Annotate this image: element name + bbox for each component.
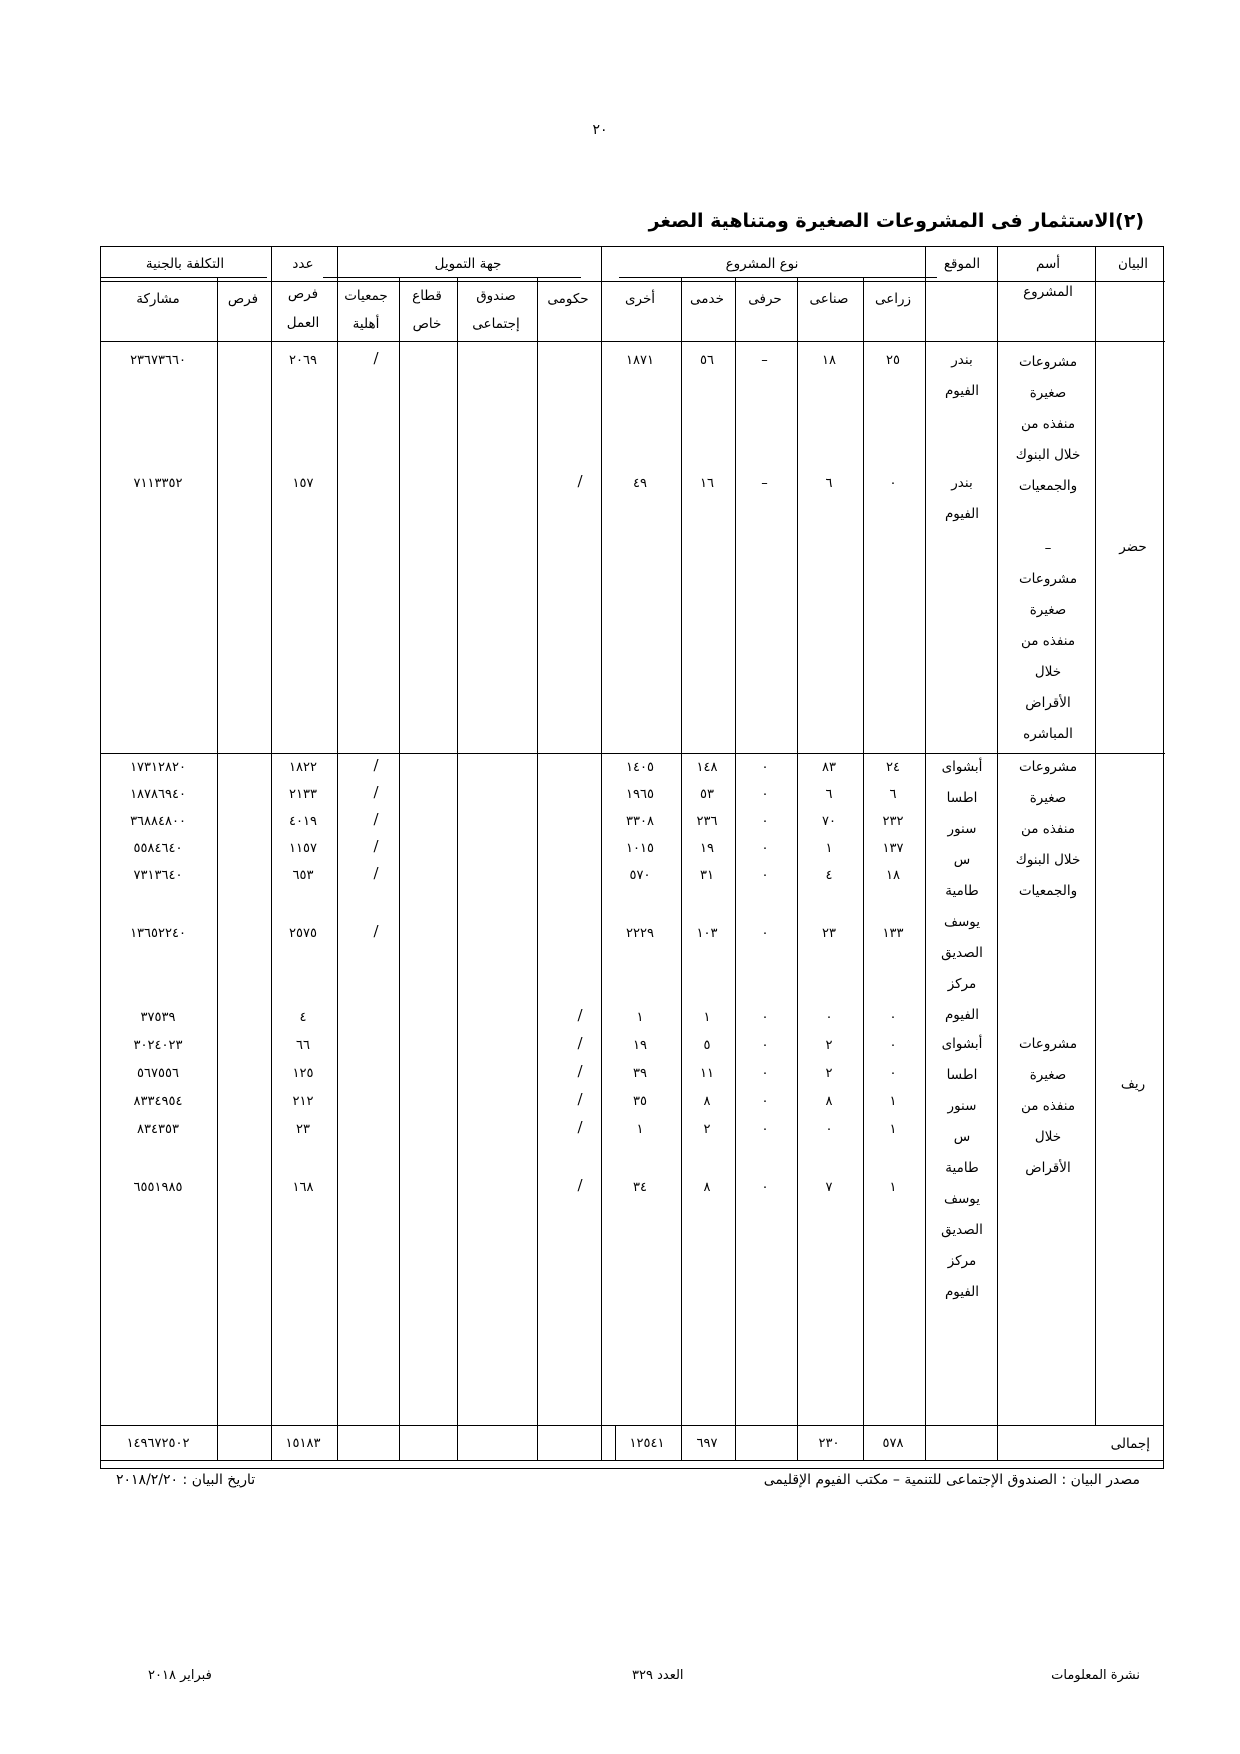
cell-ind: ١٨: [822, 353, 836, 368]
cell-craft: ٠: [761, 1038, 769, 1053]
name-line: والجمعيات: [1018, 478, 1078, 494]
location-line: س: [953, 1129, 971, 1145]
cell-craft: ٠: [761, 841, 769, 856]
cell-agri: ٠: [889, 1010, 897, 1025]
cell-agri: ٠: [889, 1066, 897, 1081]
cell-other: ٣٥: [633, 1094, 647, 1109]
col-line: [399, 1426, 400, 1460]
header-fund-social: صندوق إجتماعى: [472, 288, 520, 332]
cell-share: ١٣٦٥٢٢٤٠: [130, 926, 186, 941]
cell-agri: ١٣٧: [882, 841, 904, 856]
cell-fund-mark: /: [577, 1090, 583, 1108]
cell-fund-mark: /: [577, 1176, 583, 1194]
name-line: [1000, 502, 1096, 533]
location-line: اطسا: [946, 1067, 978, 1083]
name-line: والجمعيات: [1018, 883, 1078, 899]
name-line: منفذه من: [1020, 1098, 1076, 1114]
cell-craft: ٠: [761, 814, 769, 829]
cell-jobs: ١٨٢٢: [289, 760, 317, 775]
cell-other: ١٠١٥: [626, 841, 654, 856]
total-label: إجمالى: [1110, 1436, 1150, 1452]
cell-ind: ٠: [825, 1010, 833, 1025]
cell-fund-mark: /: [373, 783, 379, 801]
cell-jobs: ٦٥٣: [292, 868, 314, 883]
cell-share: ٨٣٤٣٥٣: [137, 1122, 179, 1137]
cell-share: ٢٣٦٧٣٦٦٠: [130, 353, 186, 368]
header-type-ind: صناعى: [809, 291, 849, 307]
cell-share: ٣٦٨٨٤٨٠٠: [130, 814, 186, 829]
location-line: يوسف: [943, 914, 981, 930]
page-title: (٢)الاستثمار فى المشروعات الصغيرة ومتناهية الصغر: [648, 210, 1144, 232]
cell-ind: ٦: [825, 476, 833, 491]
col-line: [217, 277, 218, 1426]
location-line: الصديق: [941, 945, 983, 961]
cell-ind: ٨: [825, 1094, 833, 1109]
col-line: [537, 1426, 538, 1460]
cell-other: ٥٧٠: [629, 868, 651, 883]
cell-jobs: ٦٦: [296, 1038, 310, 1053]
urban-location: بندر: [951, 475, 973, 491]
cell-craft: ٠: [761, 1122, 769, 1137]
name-line: مشروعات: [1018, 1036, 1078, 1052]
cell-agri: ١: [889, 1094, 897, 1109]
header-fund-gov: حكومى: [547, 291, 589, 307]
total-agri: ٥٧٨: [882, 1436, 904, 1451]
header-jobs-3: العمل: [286, 315, 320, 331]
cell-agri: ٢٤: [886, 760, 900, 775]
cell-jobs: ١٢٥: [292, 1066, 314, 1081]
cell-agri: ٠: [889, 1038, 897, 1053]
name-line: مشروعات: [1018, 571, 1078, 587]
header-jobs-2: فرص: [287, 286, 319, 302]
name-line: صغيرة: [1029, 790, 1067, 806]
col-line: [601, 247, 602, 1426]
name-line: منفذه من: [1020, 633, 1076, 649]
cell-other: ١٤٠٥: [626, 760, 654, 775]
cell-agri: ٢٣٢: [882, 814, 904, 829]
location-line: الفيوم: [944, 1284, 980, 1300]
header-bayan: البيان: [1117, 256, 1149, 272]
cell-jobs: ٢٥٧٥: [289, 926, 317, 941]
header-type-group: نوع المشروع: [725, 256, 799, 272]
col-line: [337, 1426, 338, 1460]
location-line: أبشواى: [941, 1036, 983, 1052]
cell-ind: ٧٠: [822, 814, 836, 829]
cell-serv: ١٠٣: [696, 926, 718, 941]
cell-serv: ١٤٨: [696, 760, 718, 775]
location-line: مركز: [947, 1253, 977, 1269]
header-cost-jobs: فرص: [227, 291, 259, 307]
header-fund-ngo: جمعيات أهلية: [344, 288, 388, 332]
cell-fund-mark: /: [577, 1034, 583, 1052]
cell-fund-mark: /: [577, 472, 583, 490]
cell-other: ٣٤: [633, 1180, 647, 1195]
cell-fund-mark: /: [577, 1006, 583, 1024]
name-line: منفذه من: [1020, 821, 1076, 837]
date-note: تاريخ البيان : ٢٠١٨/٢/٢٠: [116, 1472, 256, 1488]
cell-fund-mark: /: [373, 837, 379, 855]
cell-other: ١: [636, 1010, 644, 1025]
cell-craft: ٠: [761, 1010, 769, 1025]
cell-craft: ٠: [761, 1180, 769, 1195]
cell-other: ١٨٧١: [626, 353, 654, 368]
cell-other: ١٩٦٥: [626, 787, 654, 802]
urban-location: الفيوم: [944, 506, 980, 522]
cell-serv: ٢: [703, 1122, 711, 1137]
cell-agri: ١٨: [886, 868, 900, 883]
cell-share: ٦٥٥١٩٨٥: [133, 1180, 183, 1195]
cell-agri: ١٣٣: [882, 926, 904, 941]
name-line: خلال البنوك: [1015, 852, 1081, 868]
footer-month: فبراير ٢٠١٨: [148, 1668, 212, 1683]
header-cost-share: مشاركة: [136, 291, 180, 307]
urban-project-names: [1000, 347, 1096, 750]
col-line: [457, 1426, 458, 1460]
location-line: سنور: [947, 821, 977, 837]
cell-agri: ٠: [889, 476, 897, 491]
cell-serv: ١٩: [700, 841, 714, 856]
location-line: س: [953, 852, 971, 868]
cell-jobs: ٢٣: [296, 1122, 310, 1137]
cell-agri: ١: [889, 1180, 897, 1195]
cell-jobs: ٤: [299, 1010, 307, 1025]
cell-share: ٧١١٣٣٥٢: [133, 476, 183, 491]
rural-locations-1: [926, 752, 998, 1031]
section-urban-label: حضر: [1119, 539, 1147, 555]
rural-group2-names: [1000, 1029, 1096, 1184]
cell-agri: ٢٥: [886, 353, 900, 368]
cell-ind: ٤: [825, 868, 833, 883]
cell-craft: ٠: [761, 1066, 769, 1081]
cell-serv: ٥٦: [700, 353, 714, 368]
header-type-other: أخرى: [624, 291, 656, 307]
cell-fund-mark: /: [373, 810, 379, 828]
cell-jobs: ١١٥٧: [289, 841, 317, 856]
name-line: الأقراض: [1025, 695, 1071, 711]
name-line: –: [1044, 540, 1052, 556]
cell-other: ١: [636, 1122, 644, 1137]
cell-jobs: ٢٠٦٩: [289, 353, 317, 368]
cell-ind: ٧: [825, 1180, 833, 1195]
location-line: أبشواى: [941, 759, 983, 775]
cell-share: ١٧٣١٢٨٢٠: [130, 760, 186, 775]
cell-craft: ٠: [761, 868, 769, 883]
col-line: [537, 277, 538, 1426]
rule-top: [101, 281, 1165, 282]
cell-share: ٣٧٥٣٩: [140, 1010, 176, 1025]
name-line: خلال: [1034, 1129, 1062, 1145]
cell-fund-mark: /: [577, 1118, 583, 1136]
location-line: يوسف: [943, 1191, 981, 1207]
cell-craft: –: [761, 353, 769, 368]
total-ind: ٢٣٠: [818, 1436, 840, 1451]
header-location: الموقع: [943, 256, 981, 272]
name-line: خلال البنوك: [1015, 447, 1081, 463]
col-line: [399, 277, 400, 1426]
name-line: منفذه من: [1020, 416, 1076, 432]
total-share: ١٤٩٦٧٢٥٠٢: [126, 1436, 190, 1451]
name-line: صغيرة: [1029, 602, 1067, 618]
cell-ind: ٦: [825, 787, 833, 802]
col-line: [997, 1426, 998, 1460]
cell-share: ٨٣٣٤٩٥٤: [133, 1094, 183, 1109]
urban-location: الفيوم: [944, 383, 980, 399]
col-line: [337, 247, 338, 1426]
rule-funding-group: [323, 277, 581, 278]
location-line: طامية: [945, 1160, 979, 1176]
cell-share: ٧٣١٣٦٤٠: [133, 868, 183, 883]
cell-ind: ٢: [825, 1038, 833, 1053]
cell-serv: ٣١: [700, 868, 714, 883]
location-line: طامية: [945, 883, 979, 899]
header-cost-group: التكلفة بالجنية: [145, 256, 225, 272]
footer-publication: نشرة المعلومات: [1051, 1668, 1140, 1683]
cell-jobs: ١٦٨: [292, 1180, 314, 1195]
header-fund-private: قطاع خاص: [412, 288, 442, 332]
footer-issue: العدد ٣٢٩: [632, 1668, 684, 1683]
cell-other: ٣٩: [633, 1066, 647, 1081]
cell-ind: ١: [825, 841, 833, 856]
name-line: مشروعات: [1018, 759, 1078, 775]
cell-share: ٣٠٢٤٠٢٣: [133, 1038, 183, 1053]
col-line: [457, 277, 458, 1426]
rural-locations-2: [926, 1029, 998, 1308]
cell-serv: ٨: [703, 1180, 711, 1195]
col-line: [601, 1426, 602, 1460]
cell-fund-mark: /: [373, 864, 379, 882]
location-line: سنور: [947, 1098, 977, 1114]
header-type-serv: خدمى: [690, 291, 724, 307]
location-line: الصديق: [941, 1222, 983, 1238]
cell-fund-mark: /: [577, 1062, 583, 1080]
cell-serv: ٨: [703, 1094, 711, 1109]
col-line: [217, 1426, 218, 1460]
location-line: اطسا: [946, 790, 978, 806]
header-name-1: أسم: [1035, 256, 1061, 272]
cell-share: ١٨٧٨٦٩٤٠: [130, 787, 186, 802]
cell-fund-mark: /: [373, 349, 379, 367]
total-other: ١٢٥٤١: [629, 1436, 665, 1451]
rule-header-bottom: [101, 341, 1165, 342]
cell-craft: ٠: [761, 926, 769, 941]
cell-share: ٥٥٨٤٦٤٠: [133, 841, 183, 856]
cell-agri: ٦: [889, 787, 897, 802]
name-line: صغيرة: [1029, 1067, 1067, 1083]
col-line: [271, 247, 272, 1426]
header-funding-group: جهة التمويل: [434, 256, 502, 272]
header-type-craft: حرفى: [748, 291, 782, 307]
cell-craft: ٠: [761, 1094, 769, 1109]
cell-serv: ٥: [703, 1038, 711, 1053]
location-line: مركز: [947, 976, 977, 992]
total-serv: ٦٩٧: [696, 1436, 718, 1451]
cell-jobs: ٤٠١٩: [289, 814, 317, 829]
cell-jobs: ١٥٧: [292, 476, 314, 491]
cell-agri: ١: [889, 1122, 897, 1137]
cell-serv: ١٦: [700, 476, 714, 491]
cell-ind: ٢: [825, 1066, 833, 1081]
header-jobs-1: عدد: [292, 256, 314, 272]
rule-cost-group: [101, 277, 267, 278]
header-type-agri: زراعى: [874, 291, 912, 307]
cell-other: ٢٢٢٩: [626, 926, 654, 941]
cell-serv: ٥٣: [700, 787, 714, 802]
section-rural-label: ريف: [1120, 1076, 1146, 1092]
cell-fund-mark: /: [373, 756, 379, 774]
location-line: الفيوم: [944, 1007, 980, 1023]
col-line: [735, 1426, 736, 1460]
source-note: مصدر البيان : الصندوق الإجتماعى للتنمية – مكتب الفيوم الإقليمى: [763, 1472, 1140, 1488]
total-jobs: ١٥١٨٣: [285, 1436, 321, 1451]
cell-other: ٤٩: [633, 476, 647, 491]
cell-fund-mark: /: [373, 922, 379, 940]
cell-jobs: ٢١٢: [292, 1094, 314, 1109]
cell-serv: ١: [703, 1010, 711, 1025]
name-line: المباشره: [1023, 726, 1073, 742]
cell-other: ١٩: [633, 1038, 647, 1053]
rule-type-group: [619, 277, 937, 278]
cell-ind: ٢٣: [822, 926, 836, 941]
col-line: [925, 1426, 926, 1460]
cell-jobs: ٢١٣٣: [289, 787, 317, 802]
name-line: الأقراض: [1025, 1160, 1071, 1176]
cell-craft: –: [761, 476, 769, 491]
cell-serv: ٢٣٦: [696, 814, 718, 829]
cell-serv: ١١: [700, 1066, 714, 1081]
page-number: ٢٠: [592, 122, 608, 138]
name-line: صغيرة: [1029, 385, 1067, 401]
rural-group1-names: [1000, 752, 1096, 907]
header-name-2: المشروع: [1023, 284, 1073, 300]
cell-other: ٣٣٠٨: [626, 814, 654, 829]
cell-ind: ٠: [825, 1122, 833, 1137]
name-line: مشروعات: [1018, 354, 1078, 370]
name-line: خلال: [1034, 664, 1062, 680]
urban-location: بندر: [951, 352, 973, 368]
cell-ind: ٨٣: [822, 760, 836, 775]
cell-craft: ٠: [761, 787, 769, 802]
cell-share: ٥٦٧٥٥٦: [137, 1066, 179, 1081]
cell-craft: ٠: [761, 760, 769, 775]
